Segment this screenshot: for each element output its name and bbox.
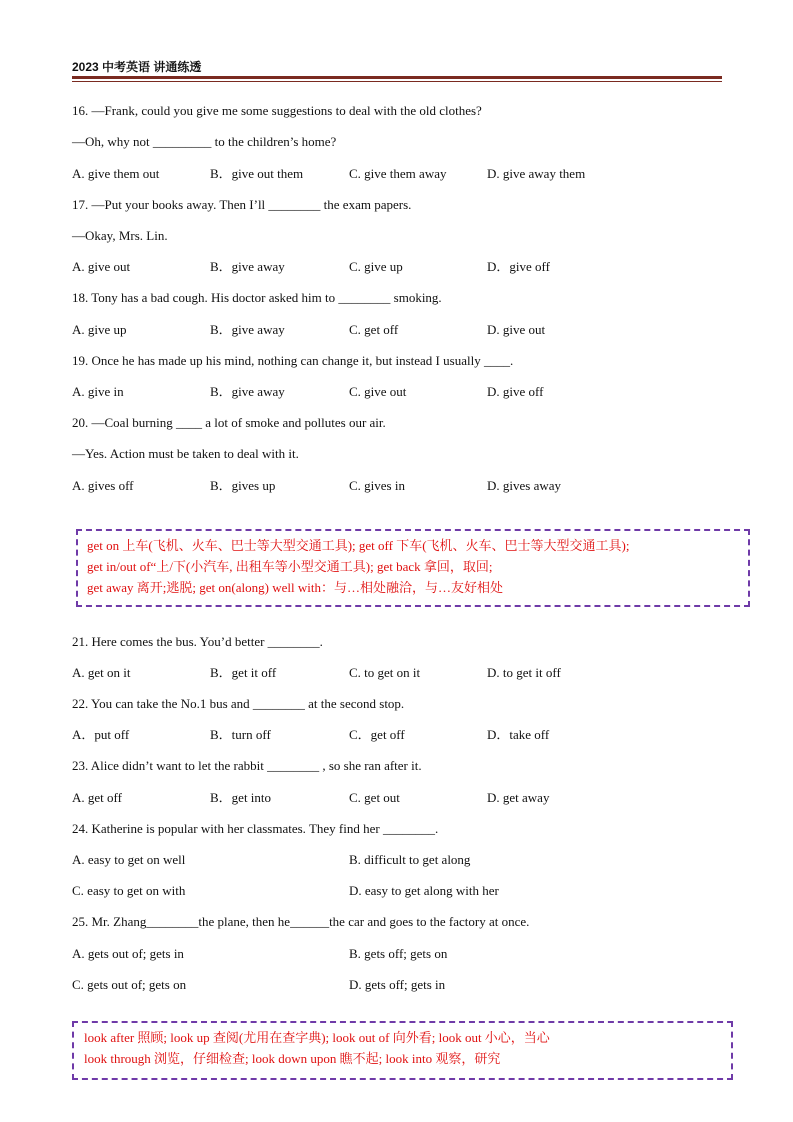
question-stem-reply: —Oh, why not _________ to the children’s home?	[72, 134, 337, 149]
option-a: A．put off	[72, 727, 130, 742]
question-stem: 17. —Put your books away. Then I’ll ________ the exam papers.	[72, 197, 412, 212]
header-rule	[72, 76, 722, 79]
note-line: get in/out of“上/下(小汽车, 出租车等小型交通工具); get back 拿回，取回;	[87, 559, 493, 574]
option-a: A. get off	[72, 790, 122, 805]
question-stem: 20. —Coal burning ____ a lot of smoke and pollutes our air.	[72, 415, 386, 430]
option-d: D．give off	[487, 259, 550, 274]
option-d: D. give off	[487, 384, 544, 399]
option-d: D. give out	[487, 322, 546, 337]
note-line: look through 浏览，仔细检查; look down upon 瞧不起; look into 观察，研究	[84, 1051, 501, 1066]
option-b: B．get into	[210, 790, 272, 805]
option-c: C. give up	[349, 259, 403, 274]
option-a: A. easy to get on well	[72, 852, 186, 867]
option-c: C. get off	[349, 322, 399, 337]
option-a: A. give in	[72, 384, 124, 399]
question-stem: 23. Alice didn’t want to let the rabbit ________ , so she ran after it.	[72, 758, 422, 773]
option-c: C. to get on it	[349, 665, 421, 680]
question-stem: 25. Mr. Zhang________the plane, then he______the car and goes to the factory at once.	[72, 914, 530, 929]
option-a: A. give up	[72, 322, 127, 337]
option-d: D. give away them	[487, 166, 586, 181]
option-d: D. gives away	[487, 478, 562, 493]
header-rule-thin	[72, 81, 722, 82]
option-c: C. give out	[349, 384, 407, 399]
note-box	[76, 529, 750, 607]
option-b: B. difficult to get along	[349, 852, 471, 867]
note-line: look after 照顾; look up 查阅(尤用在查字典); look out of 向外看; look out 小心，当心	[84, 1030, 550, 1045]
option-c: C. easy to get on with	[72, 883, 186, 898]
note-box	[72, 1021, 733, 1080]
option-c: C. give them away	[349, 166, 447, 181]
question-stem-reply: —Yes. Action must be taken to deal with it.	[72, 446, 299, 461]
option-b: B．gives up	[210, 478, 276, 493]
question-stem: 21. Here comes the bus. You’d better ________.	[72, 634, 323, 649]
question-stem: 16. —Frank, could you give me some suggestions to deal with the old clothes?	[72, 103, 482, 118]
option-b: B. gets off; gets on	[349, 946, 448, 961]
option-a: A. gets out of; gets in	[72, 946, 184, 961]
option-c: C. gives in	[349, 478, 405, 493]
option-c: C. gets out of; gets on	[72, 977, 187, 992]
option-b: B．turn off	[210, 727, 271, 742]
option-a: A. give them out	[72, 166, 160, 181]
option-a: A. give out	[72, 259, 131, 274]
option-d: D. gets off; gets in	[349, 977, 446, 992]
option-b: B．get it off	[210, 665, 277, 680]
option-b: B．give away	[210, 322, 285, 337]
option-d: D. easy to get along with her	[349, 883, 499, 898]
header-title: 2023 中考英语 讲通练透	[72, 60, 202, 74]
option-c: C. get out	[349, 790, 400, 805]
question-stem: 18. Tony has a bad cough. His doctor asked him to ________ smoking.	[72, 290, 442, 305]
question-stem: 24. Katherine is popular with her classmates. They find her ________.	[72, 821, 439, 836]
note-line: get on 上车(飞机、火车、巴士等大型交通工具); get off 下车(飞机、火车、巴士等大型交通工具);	[87, 538, 630, 553]
option-d: D．take off	[487, 727, 550, 742]
option-d: D. get away	[487, 790, 550, 805]
question-stem-reply: —Okay, Mrs. Lin.	[72, 228, 168, 243]
note-line: get away 离开;逃脱; get on(along) well with：与…相处融洽，与…友好相处	[87, 580, 503, 595]
question-stem: 19. Once he has made up his mind, nothing can change it, but instead I usually ____.	[72, 353, 514, 368]
option-b: B．give away	[210, 259, 285, 274]
option-c: C．get off	[349, 727, 405, 742]
question-stem: 22. You can take the No.1 bus and ________ at the second stop.	[72, 696, 405, 711]
option-d: D. to get it off	[487, 665, 561, 680]
option-a: A. gives off	[72, 478, 134, 493]
option-b: B．give out them	[210, 166, 304, 181]
option-b: B．give away	[210, 384, 285, 399]
option-a: A. get on it	[72, 665, 131, 680]
